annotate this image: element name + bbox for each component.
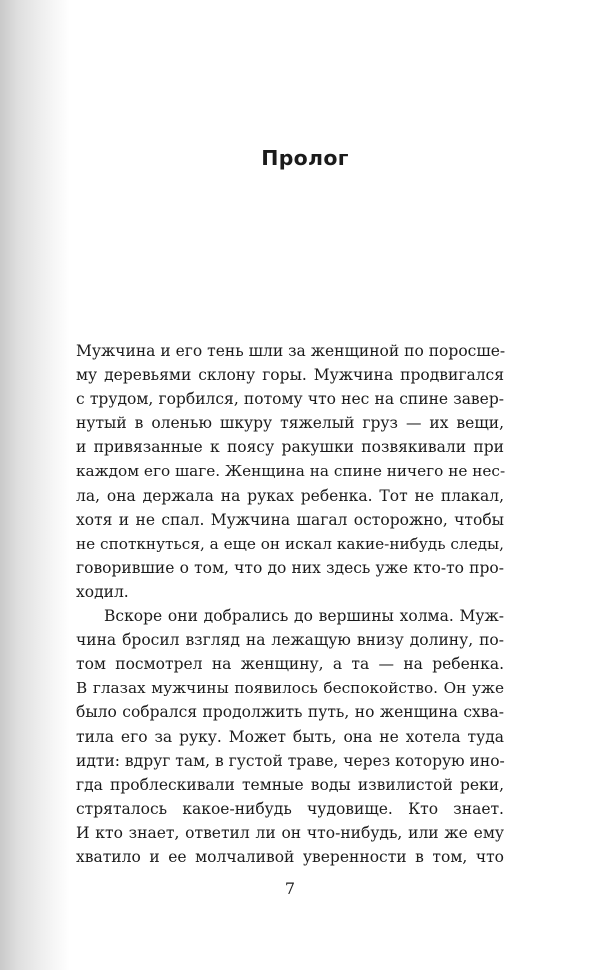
text-line: не споткнуться, а еще он искал какие-нибудь следы, xyxy=(76,534,504,553)
text-line: И кто знает, ответил ли он что-нибудь, или же ему xyxy=(76,823,504,842)
page-number: 7 xyxy=(284,879,296,898)
text-line: ходил. xyxy=(76,582,129,601)
text-line: том посмотрел на женщину, а та — на ребенка. xyxy=(76,655,504,674)
text-line: В глазах мужчины появилось беспокойство. Он уже xyxy=(76,679,504,698)
body-text xyxy=(76,339,504,869)
text-line: и привязанные к поясу ракушки позвякивали при xyxy=(76,438,504,457)
text-line: хватило и ее молчаливой уверенности в том, что xyxy=(76,847,504,866)
text-line: тила его за руку. Может быть, она не хотела туда xyxy=(76,727,504,746)
text-line: идти: вдруг там, в густой траве, через которую ино- xyxy=(76,751,505,770)
text-line: ла, она держала на руках ребенка. Тот не плакал, xyxy=(76,486,504,505)
text-line: было собрался продолжить путь, но женщина схва- xyxy=(76,703,504,722)
text-line: хотя и не спал. Мужчина шагал осторожно, чтобы xyxy=(76,510,504,529)
text-line: с трудом, горбился, потому что нес на спине завер- xyxy=(76,390,504,409)
text-line: гда проблескивали темные воды извилистой реки, xyxy=(76,775,504,794)
text-line: Мужчина и его тень шли за женщиной по поросше- xyxy=(76,342,506,360)
text-line: стряталось какое-нибудь чудовище. Кто знает. xyxy=(76,799,504,818)
text-line: говорившие о том, что до них здесь уже кто-то про- xyxy=(76,558,504,577)
text-line: нутый в оленью шкуру тяжелый груз — их вещи, xyxy=(76,414,504,433)
text-line: каждом его шаге. Женщина на спине ничего не нес- xyxy=(76,462,506,481)
text-line: чина бросил взгляд на лежащую внизу долину, по- xyxy=(76,631,504,650)
text-line: му деревьями склону горы. Мужчина продвигался xyxy=(76,366,504,385)
text-line: Вскоре они добрались до вершины холма. Муж- xyxy=(104,607,504,626)
chapter-title: Пролог xyxy=(261,146,349,170)
